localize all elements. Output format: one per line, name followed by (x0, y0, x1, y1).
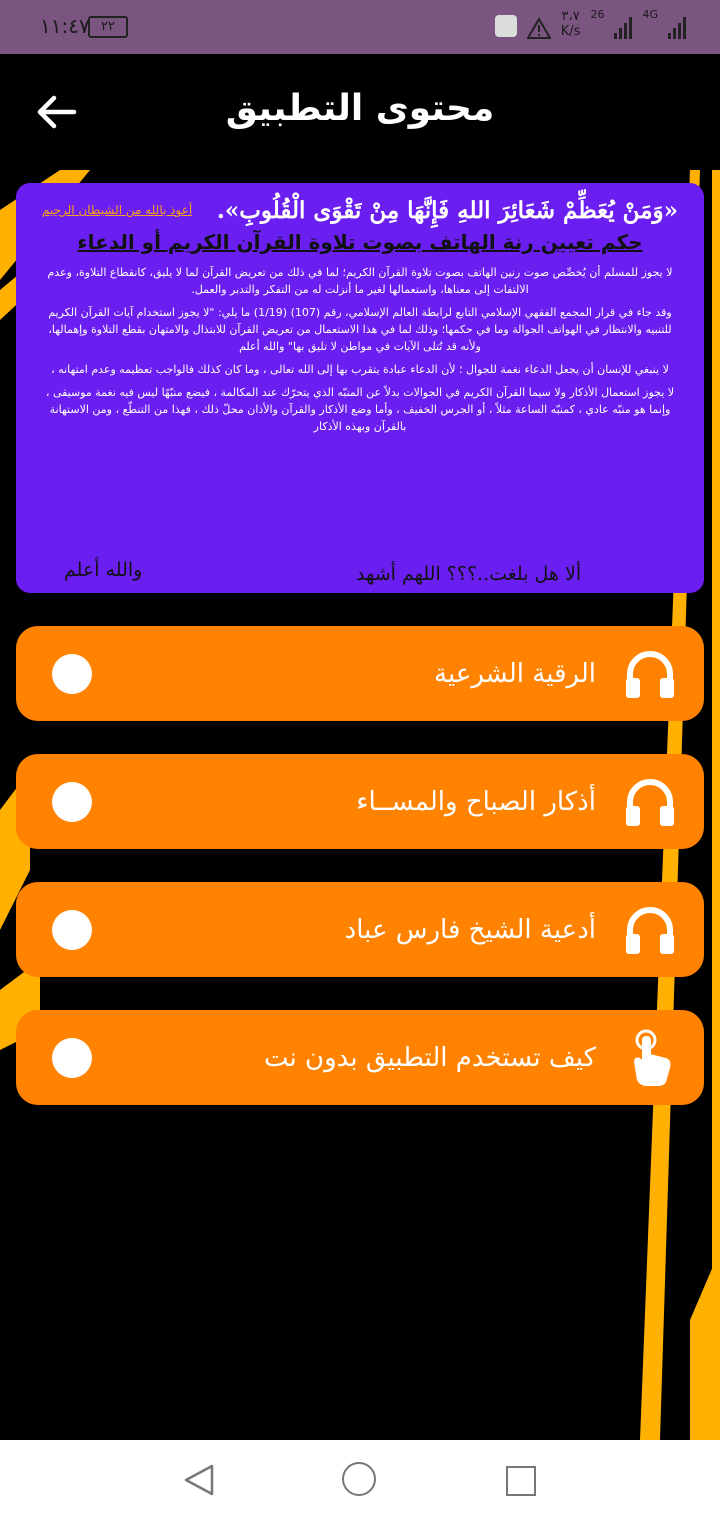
card-paragraph-2: وقد جاء في قرار المجمع الفقهي الإسلامي التابع لرابطة العالم الإسلامي، رقم (107) (1/19) ما يلي: "لا يجوز استخدام آيات القرآن الكريم للتنبيه والانتظار في الهواتف الجوالة وما في حكمها؛ وذلك لما في هذا الاستعمال من تعريض القرآن للابتذال والامتهان بقطع التلاوة وإهمالها، ولأنه قد تُتلى الآيات في مواطن لا تليق بها" والله أعلم (48, 306, 672, 353)
page-title: محتوى التطبيق (225, 88, 495, 129)
status-bar (0, 0, 720, 54)
nav-back-icon[interactable] (184, 1464, 214, 1496)
headphones-icon (610, 890, 690, 970)
card-paragraph-1: لا يجوز للمسلم أن يُخصِّص صوت رنين الهاتف بصوت تلاوة القرآن الكريم؛ لما في ذلك من تعريض القرآن لما لا يليق، كانقطاع التلاوة، وعدم الالتفات إلى معناها، واستعمالها لغير ما أنزلت له من التفكر والتدبر والعمل. (47, 266, 673, 296)
nav-home-icon[interactable] (342, 1462, 376, 1496)
info-card (16, 183, 704, 593)
warning-icon (527, 17, 551, 39)
menu-label: أذكار الصباح والمســاء (356, 786, 596, 817)
network-speed (561, 9, 581, 39)
battery-icon: ٢٢ (88, 16, 128, 38)
status-right (495, 8, 686, 39)
signal-bars-icon-2 (668, 15, 686, 39)
status-time: ١١:٤٧ (40, 14, 90, 38)
menu-button-offline-help[interactable] (16, 1010, 704, 1105)
menu-label: الرقية الشرعية (434, 658, 596, 689)
menu-button-duas[interactable] (16, 882, 704, 977)
network-speed-unit: K/s (560, 24, 581, 39)
signal-bars-icon (614, 15, 632, 39)
signature-witness: ألا هل بلغت..؟؟؟ اللهم أشهد (356, 563, 582, 585)
system-nav-bar (0, 1440, 720, 1520)
nav-recent-apps-icon[interactable] (506, 1466, 536, 1496)
radio-circle-icon (52, 654, 92, 694)
radio-circle-icon (52, 910, 92, 950)
hand-pointer-icon (610, 1018, 690, 1098)
radio-circle-icon (52, 1038, 92, 1078)
app-notification-icon (495, 15, 517, 37)
signal-label-2: 4G (642, 8, 658, 21)
quran-verse: «وَمَنْ يُعَظِّمْ شَعَائِرَ اللهِ فَإِنَّهَا مِنْ تَقْوَى الْقُلُوبِ». (216, 197, 678, 224)
menu-label: أدعية الشيخ فارس عباد (344, 914, 596, 945)
network-speed-value: ٣،٧ (561, 9, 580, 24)
menu-button-adhkar[interactable] (16, 754, 704, 849)
card-header (42, 197, 678, 224)
istiadha-text: أعوذ بالله من الشيطان الرجيم (42, 203, 193, 217)
menu-label: كيف تستخدم التطبيق بدون نت (264, 1042, 596, 1073)
menu-button-ruqyah[interactable] (16, 626, 704, 721)
ruling-title: حكم تعيين رنة الهاتف بصوت تلاوة القرآن الكريم أو الدعاء (77, 230, 643, 254)
signature-allah-alam: والله أعلم (64, 559, 143, 581)
headphones-icon (610, 762, 690, 842)
headphones-icon (610, 634, 690, 714)
card-paragraph-4: لا يجوز استعمال الأذكار ولا سيما القرآن الكريم في الجوالات بدلاً عن المنبّه الذي يتحرّك عند المكالمة ، فيضع منبّهًا ليس فيه نغمة موسيقى ، وإنما هو منبّه عادي ، كمنبّه الساعة مثلاً ، أو الجرس الخفيف ، وأما وضع الأذكار والقرآن والأذان محلّ ذلك ، فهذا من التنطّع ، ومن الاستهانة بالقرآن وبهذه الأذكار (45, 386, 675, 433)
signal-label-1: 26 (590, 8, 605, 21)
card-paragraph-3: لا ينبغي للإنسان أن يجعل الدعاء نغمة للجوال ؛ لأن الدعاء عبادة يتقرب بها إلى الله تعالى ، وما كان كذلك فالواجب تعظيمه وعدم امتهانه ، (51, 363, 669, 376)
app-bar (0, 54, 720, 170)
radio-circle-icon (52, 782, 92, 822)
